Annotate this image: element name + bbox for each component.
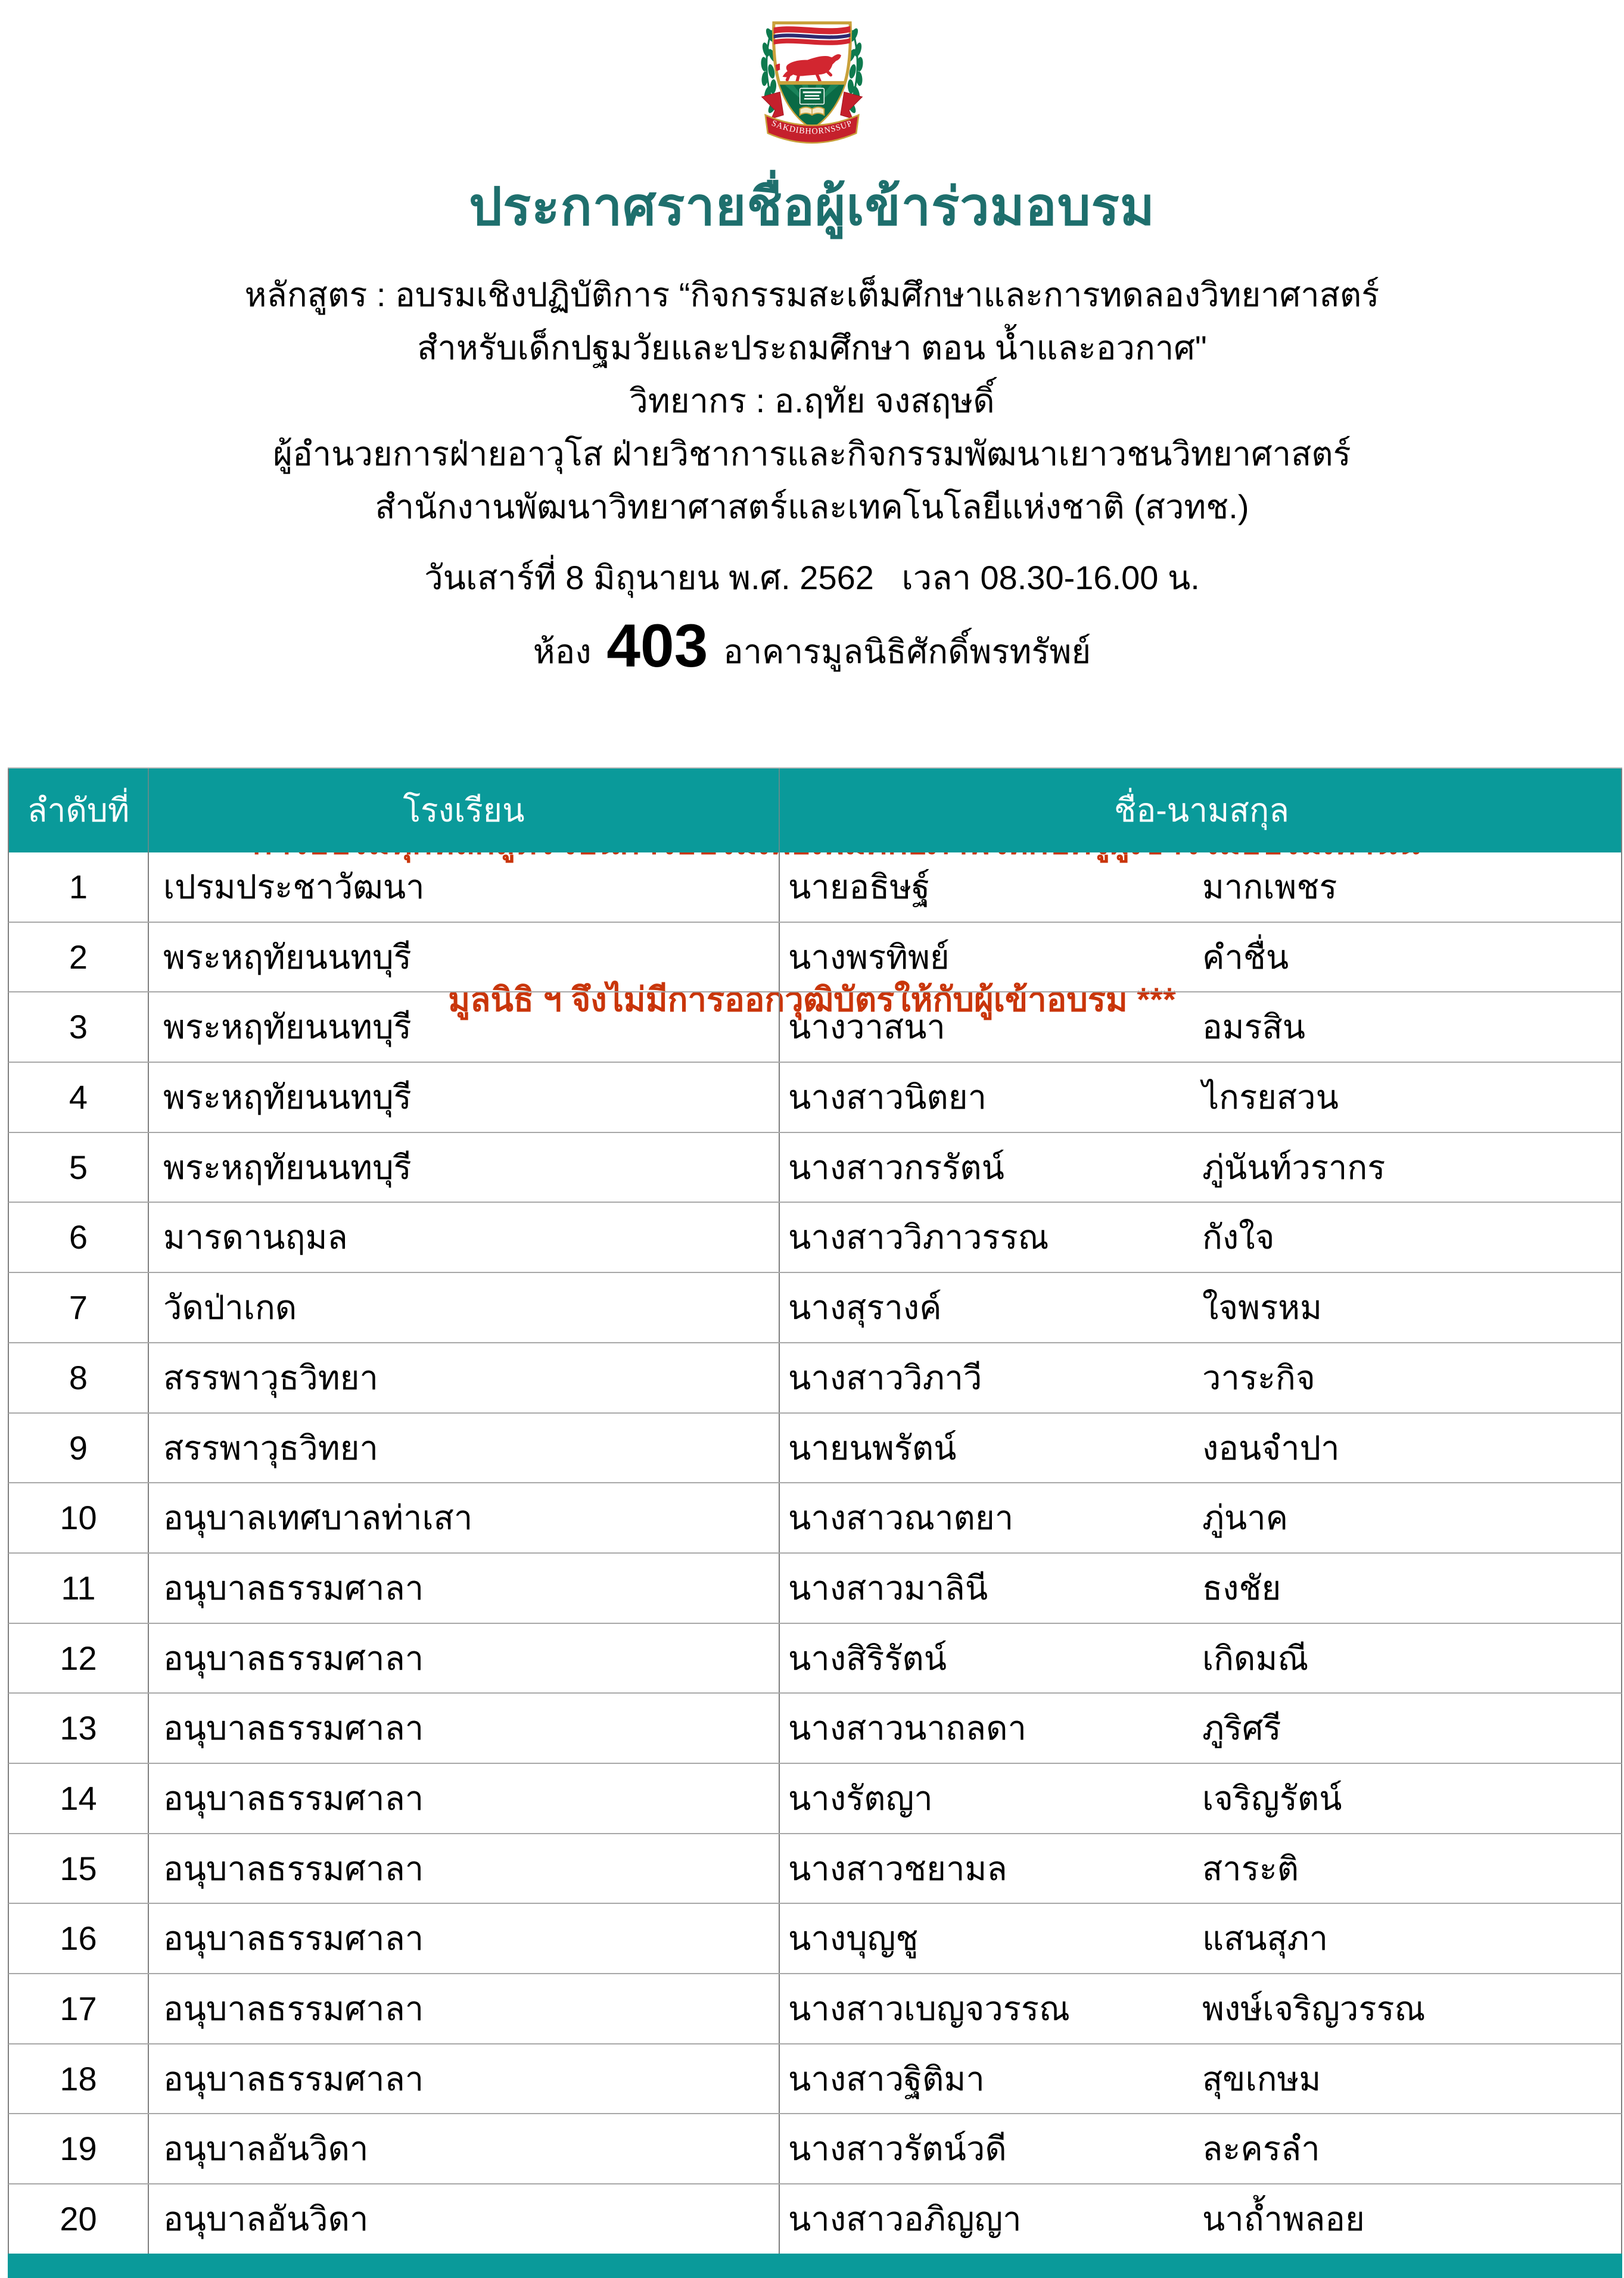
row-school: เปรมประชาวัฒนา (149, 852, 780, 922)
row-last-name: อมรสิน (1202, 1008, 1306, 1046)
row-first-name: นางสุรางค์ (788, 1289, 942, 1327)
speaker-line: วิทยากร : อ.ฤทัย จงสฤษดิ์ (629, 382, 995, 419)
row-last-name: สาระติ (1202, 1849, 1299, 1887)
table-row (8, 1133, 1622, 1203)
table-row (8, 1974, 1622, 2044)
table-row (8, 992, 1622, 1063)
row-number: 15 (9, 1834, 149, 1903)
foundation-logo (0, 6, 1624, 149)
row-first-name: นางพรทิพย์ (788, 938, 950, 976)
row-school: อนุบาลธรรมศาลา (149, 1554, 780, 1623)
row-number: 18 (9, 2044, 149, 2114)
table-row (8, 2184, 1622, 2255)
table-row (8, 852, 1622, 923)
row-school: พระหฤทัยนนทบุรี (149, 923, 780, 992)
room-line (0, 611, 1624, 686)
row-number: 6 (9, 1203, 149, 1272)
row-first-name: นางสาววิภาวี (788, 1358, 982, 1396)
row-first-name: นายนพรัตน์ (788, 1429, 957, 1467)
table-row (8, 1273, 1622, 1343)
row-first-name: นางสาวเบญจวรรณ (788, 1990, 1070, 2028)
row-number: 9 (9, 1414, 149, 1483)
table-row (8, 1483, 1622, 1554)
table-row (8, 1764, 1622, 1834)
row-first-name: นางบุญชู (788, 1919, 919, 1958)
row-last-name: นาถ้ำพลอย (1202, 2200, 1365, 2238)
row-number: 14 (9, 1764, 149, 1833)
row-number: 2 (9, 923, 149, 992)
row-last-name: พงษ์เจริญวรรณ (1202, 1990, 1426, 2028)
row-first-name: นางวาสนา (788, 1008, 945, 1046)
room-number: 403 (606, 612, 708, 680)
organization-line: สำนักงานพัฒนาวิทยาศาสตร์และเทคโนโลยีแห่งชาติ (สวทช.) (375, 488, 1249, 525)
course-line-2: สำหรับเด็กปฐมวัยและประถมศึกษา ตอน น้ำและอวกาศ" (417, 329, 1207, 366)
warning-line-2: มูลนิธิ ฯ จึงไม่มีการออกวุฒิบัตรให้กับผู้เข้าอบรม *** (448, 981, 1176, 1018)
row-first-name: นางสาวรัตน์วดี (788, 2130, 1007, 2168)
row-school: อนุบาลเทศบาลท่าเสา (149, 1483, 780, 1552)
row-number: 16 (9, 1904, 149, 1973)
row-first-name: นางสาวนิตยา (788, 1078, 987, 1116)
row-last-name: ภูริศรี (1202, 1709, 1281, 1747)
table-row (8, 2044, 1622, 2115)
table-row (8, 1834, 1622, 1904)
row-school: อนุบาลธรรมศาลา (149, 1624, 780, 1693)
row-school: พระหฤทัยนนทบุรี (149, 1133, 780, 1202)
row-school: วัดป่าเกด (149, 1273, 780, 1342)
row-school: อนุบาลธรรมศาลา (149, 1904, 780, 1973)
row-first-name: นางสาวนาถลดา (788, 1709, 1026, 1747)
row-number: 10 (9, 1483, 149, 1552)
row-school: อนุบาลอันวิดา (149, 2114, 780, 2183)
row-first-name: นางสาวชยามล (788, 1849, 1007, 1887)
row-school: อนุบาลอันวิดา (149, 2184, 780, 2254)
crest-logo-graphic (748, 6, 876, 148)
row-number: 17 (9, 1974, 149, 2043)
row-school: อนุบาลธรรมศาลา (149, 1834, 780, 1903)
table-row (8, 1063, 1622, 1133)
row-school: อนุบาลธรรมศาลา (149, 1974, 780, 2043)
column-header-no: ลำดับที่ (9, 768, 149, 852)
row-last-name: คำชื่น (1202, 938, 1289, 976)
row-number: 3 (9, 992, 149, 1062)
row-number: 5 (9, 1133, 149, 1202)
row-last-name: ละครลำ (1202, 2130, 1320, 2168)
row-first-name: นางสาวอภิญญา (788, 2200, 1022, 2238)
column-header-name: ชื่อ-นามสกุล (1114, 792, 1289, 829)
table-header-row (8, 768, 1622, 852)
table-row (8, 2114, 1622, 2184)
next-page-header-partial (8, 2254, 1622, 2278)
row-number: 7 (9, 1273, 149, 1342)
plaque (800, 88, 825, 104)
row-last-name: ไกรยสวน (1202, 1078, 1339, 1116)
row-school: พระหฤทัยนนทบุรี (149, 1063, 780, 1132)
row-first-name: นางสาวมาลินี (788, 1569, 988, 1607)
table-row (8, 1554, 1622, 1624)
datetime-line: วันเสาร์ที่ 8 มิถุนายน พ.ศ. 2562 เวลา 08.30-16.00 น. (424, 559, 1200, 596)
row-last-name: เกิดมณี (1202, 1639, 1309, 1677)
row-number: 12 (9, 1624, 149, 1693)
row-last-name: มากเพชร (1202, 868, 1337, 906)
row-number: 1 (9, 852, 149, 922)
participant-table (8, 767, 1622, 2255)
row-last-name: ภู่นันท์วรากร (1202, 1148, 1386, 1186)
table-row (8, 1343, 1622, 1414)
row-school: อนุบาลธรรมศาลา (149, 1694, 780, 1763)
row-school: มารดานฤมล (149, 1203, 780, 1272)
speaker-title-line: ผู้อำนวยการฝ่ายอาวุโส ฝ่ายวิชาการและกิจกรรมพัฒนาเยาวชนวิทยาศาสตร์ (273, 435, 1351, 472)
row-number: 8 (9, 1343, 149, 1412)
row-last-name: งอนจำปา (1202, 1429, 1340, 1467)
row-first-name: นางสาววิภาวรรณ (788, 1218, 1049, 1256)
row-last-name: ธงชัย (1202, 1569, 1281, 1607)
page-title: ประกาศรายชื่อผู้เข้าร่วมอบรม (469, 177, 1155, 236)
room-suffix: อาคารมูลนิธิศักดิ์พรทรัพย์ (714, 633, 1091, 670)
thai-flag-band (773, 26, 853, 45)
row-number: 20 (9, 2184, 149, 2254)
row-number: 4 (9, 1063, 149, 1132)
row-number: 11 (9, 1554, 149, 1623)
row-first-name: นางสาวกรรัตน์ (788, 1148, 1004, 1186)
row-last-name: วาระกิจ (1202, 1358, 1315, 1396)
course-line-1: หลักสูตร : อบรมเชิงปฏิบัติการ “กิจกรรมสะเต็มศึกษาและการทดลองวิทยาศาสตร์ (244, 276, 1380, 313)
row-number: 19 (9, 2114, 149, 2183)
row-last-name: เจริญรัตน์ (1202, 1779, 1342, 1817)
row-first-name: นางรัตญา (788, 1779, 933, 1817)
row-first-name: นางสาวฐิติมา (788, 2059, 985, 2097)
row-school: สรรพาวุธวิทยา (149, 1343, 780, 1412)
row-last-name: สุขเกษม (1202, 2059, 1321, 2097)
row-first-name: นางสาวณาตยา (788, 1499, 1014, 1537)
row-school: อนุบาลธรรมศาลา (149, 1764, 780, 1833)
row-last-name: กังใจ (1202, 1218, 1275, 1256)
row-last-name: แสนสุภา (1202, 1919, 1329, 1958)
table-row (8, 1203, 1622, 1273)
row-first-name: นายอธิษฐ์ (788, 868, 931, 906)
row-last-name: ภู่นาค (1202, 1499, 1289, 1537)
book-icon (800, 107, 825, 115)
table-body (8, 852, 1622, 2255)
row-school: พระหฤทัยนนทบุรี (149, 992, 780, 1062)
row-number: 13 (9, 1694, 149, 1763)
room-prefix: ห้อง (533, 633, 601, 670)
row-last-name: ใจพรหม (1202, 1289, 1322, 1327)
table-row (8, 1624, 1622, 1694)
table-row (8, 1904, 1622, 1974)
logo-banner-text: SAKDIBHORNSSUP (770, 118, 854, 136)
table-row (8, 1414, 1622, 1484)
row-first-name: นางสิริรัตน์ (788, 1639, 947, 1677)
row-school: อนุบาลธรรมศาลา (149, 2044, 780, 2114)
row-school: สรรพาวุธวิทยา (149, 1414, 780, 1483)
table-row (8, 1694, 1622, 1764)
table-row (8, 923, 1622, 993)
column-header-school: โรงเรียน (149, 768, 780, 852)
